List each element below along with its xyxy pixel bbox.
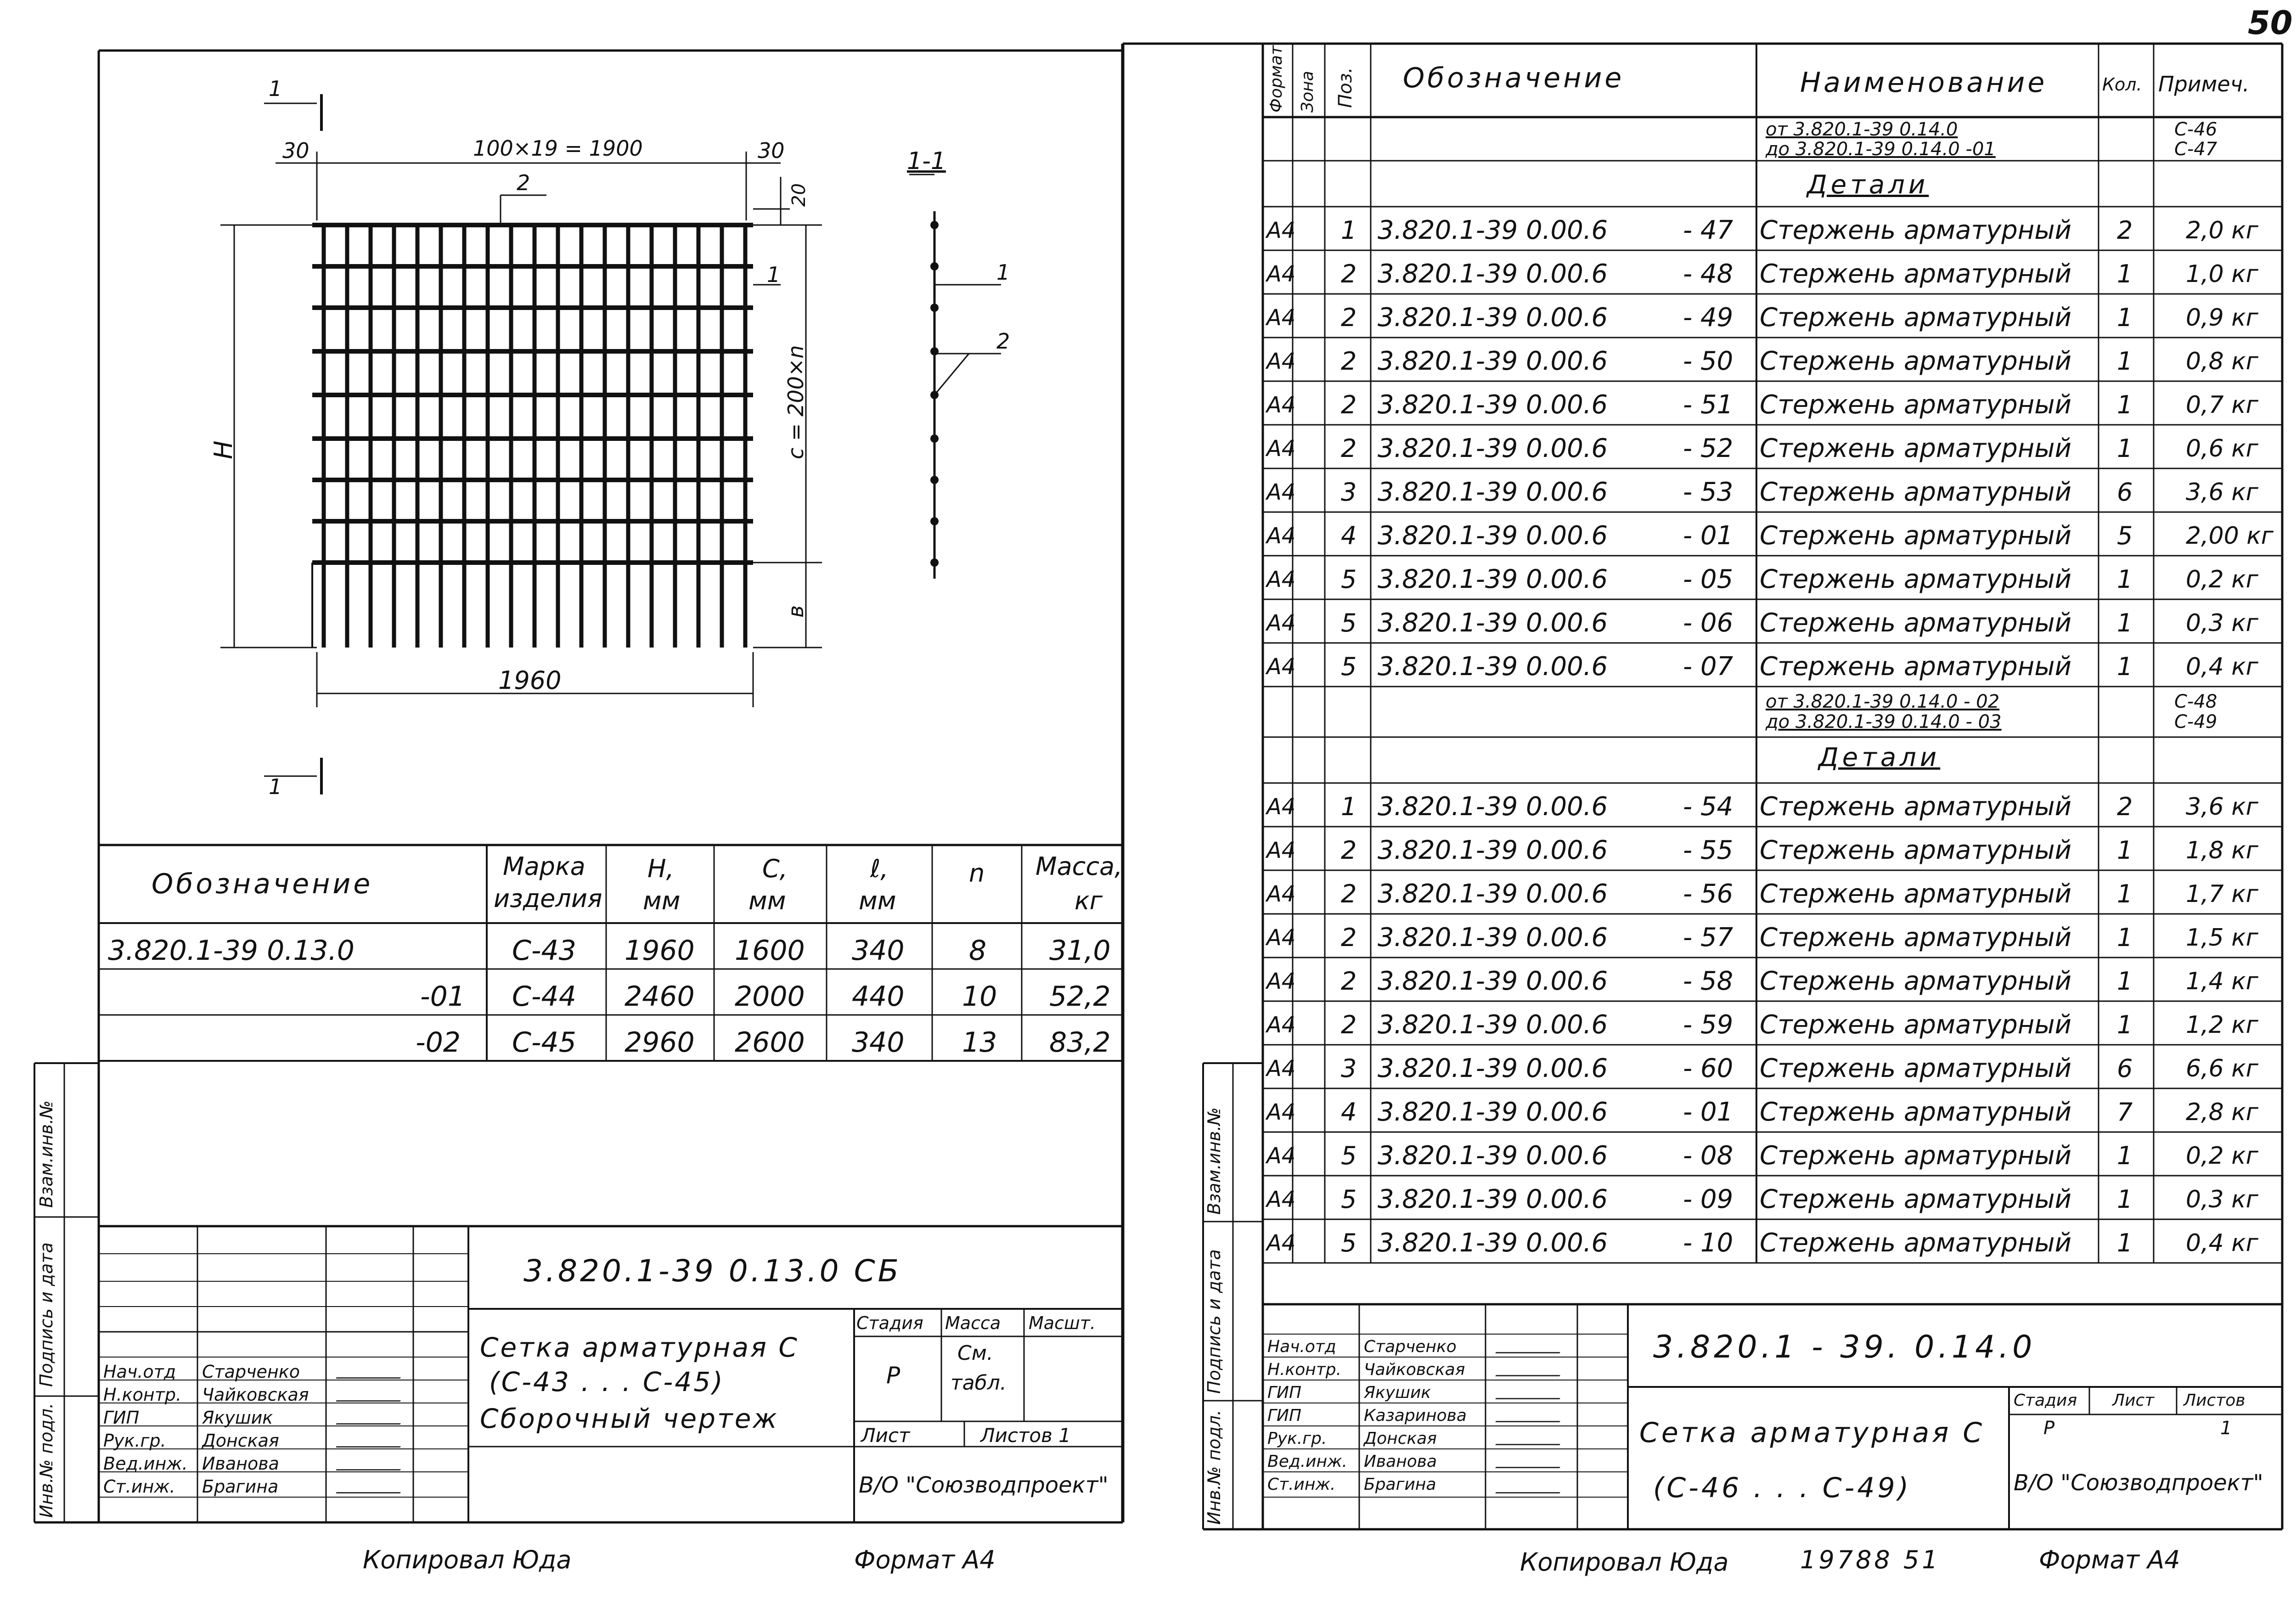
spec-cell-name: Стержень арматурный: [1760, 433, 2071, 463]
spec-cell-format: А4: [1266, 523, 1296, 549]
signature: [336, 1454, 408, 1470]
spec-cell-pos: 2: [1341, 923, 1357, 952]
spec-cell-qty: 1: [2117, 303, 2133, 332]
spec-cell-suffix: - 06: [1683, 608, 1733, 638]
spec-cell-qty: 2: [2117, 792, 2133, 821]
spec-cell-qty: 5: [2117, 521, 2133, 550]
spec-cell-name: Стержень арматурный: [1760, 922, 2071, 952]
left-role-name: Брагина: [202, 1476, 279, 1497]
spec-cell-note: 1,5 кг: [2186, 924, 2258, 952]
spec-cell-qty: 1: [2117, 1141, 2133, 1170]
spec-cell-format: А4: [1266, 392, 1296, 418]
signature: [1495, 1382, 1567, 1399]
spec-cell-pos: 2: [1341, 835, 1357, 865]
table-row-mark: С-45: [512, 1026, 576, 1059]
spec-cell-qty: 1: [2117, 1184, 2133, 1214]
spec-cell-format: А4: [1266, 1055, 1296, 1082]
dim-top-label: 100×19 = 1900: [473, 136, 643, 161]
table-row-n: 13: [962, 1026, 997, 1059]
left-role-name: Иванова: [202, 1454, 279, 1474]
left-role: Ст.инж.: [103, 1476, 175, 1497]
spec-cell-format: А4: [1266, 348, 1296, 374]
table-row-mass: 52,2: [1049, 980, 1111, 1013]
left-role: Н.контр.: [103, 1385, 182, 1405]
spec-cell-suffix: - 51: [1683, 389, 1733, 420]
spec-cell-format: А4: [1266, 837, 1296, 863]
spec-cell-code: 3.820.1-39 0.00.6: [1378, 1140, 1608, 1171]
spec-cell-note: 0,2 кг: [2186, 565, 2258, 593]
spec-cell-name: Стержень арматурный: [1760, 259, 2071, 289]
spec-header-name: Наименование: [1800, 67, 2048, 99]
left-role: Рук.гр.: [103, 1431, 166, 1451]
spec-header-zone: Зона: [1298, 71, 1317, 113]
spec-cell-pos: 5: [1341, 564, 1357, 594]
left-mass-value-2: табл.: [951, 1371, 1007, 1395]
dim-left-30: 30: [282, 138, 310, 163]
spec-header-format: Формат: [1267, 45, 1286, 113]
table-row-l: 340: [852, 935, 905, 967]
spec-cell-pos: 2: [1341, 259, 1357, 288]
spec-cell-note: 0,3 кг: [2186, 1185, 2258, 1213]
spec-cell-suffix: - 49: [1683, 302, 1733, 332]
spec-cell-note: 3,6 кг: [2186, 478, 2258, 506]
spec-cell-name: Стержень арматурный: [1760, 389, 2071, 420]
spec-cell-code: 3.820.1-39 0.00.6: [1378, 433, 1608, 463]
table-row-c: 1600: [735, 935, 805, 967]
spec-cell-suffix: - 59: [1683, 1009, 1733, 1040]
left-footer-copied: Копировал Юда: [363, 1545, 572, 1574]
spec-cell-suffix: - 50: [1683, 346, 1733, 376]
spec-cell-code: 3.820.1-39 0.00.6: [1378, 879, 1608, 909]
table-row-mass: 83,2: [1049, 1026, 1111, 1059]
spec-cell-code: 3.820.1-39 0.00.6: [1378, 791, 1608, 822]
spec-cell-code: 3.820.1-39 0.00.6: [1378, 966, 1608, 996]
spec-cell-pos: 2: [1341, 303, 1357, 332]
table-row-h: 2460: [625, 980, 695, 1013]
right-title-line-1: Сетка арматурная С: [1639, 1417, 1985, 1449]
right-title-line-2: (С-46 . . . С-49): [1653, 1472, 1912, 1504]
signature: [1495, 1476, 1567, 1493]
spec-cell-format: А4: [1266, 610, 1296, 636]
right-role: Ст.инж.: [1267, 1475, 1336, 1494]
dim-h-label: H: [209, 440, 238, 459]
spec-cell-suffix: - 48: [1683, 259, 1733, 289]
spec-cell-qty: 1: [2117, 608, 2133, 637]
spec-cell-note: 3,6 кг: [2186, 793, 2258, 821]
spec-cell-format: А4: [1266, 1230, 1296, 1256]
right-sheets-label: Листов: [2183, 1391, 2245, 1410]
spec-cell-code: 3.820.1-39 0.00.6: [1378, 922, 1608, 952]
signature: [1495, 1359, 1567, 1376]
table-header-c-1: C,: [762, 854, 788, 883]
table-row-mass: 31,0: [1049, 935, 1111, 967]
table-header-h-1: H,: [647, 854, 674, 883]
spec-cell-format: А4: [1266, 566, 1296, 592]
table-header-mass-2: кг: [1075, 886, 1103, 915]
spec-cell-suffix: - 07: [1683, 651, 1733, 682]
left-drawing-code: 3.820.1-39 0.13.0 СБ: [523, 1253, 901, 1289]
spec-cell-pos: 2: [1341, 1010, 1357, 1039]
left-role-name: Чайковская: [202, 1385, 309, 1405]
spec-cell-code: 3.820.1-39 0.00.6: [1378, 835, 1608, 865]
spec-cell-format: А4: [1266, 304, 1296, 331]
spec-cell-name: Стержень арматурный: [1760, 302, 2071, 332]
right-role: Рук.гр.: [1267, 1429, 1327, 1448]
left-role-name: Старченко: [202, 1362, 300, 1382]
spec-cell-pos: 2: [1341, 434, 1357, 463]
section-title: 1-1: [907, 147, 946, 175]
right-role-name: Брагина: [1364, 1475, 1436, 1494]
spec-cell-name: Стержень арматурный: [1760, 835, 2071, 865]
spec-cell-name: Стержень арматурный: [1760, 791, 2071, 822]
spec-cell-pos: 5: [1341, 1228, 1357, 1257]
spec-cell-name: Стержень арматурный: [1760, 477, 2071, 507]
signature: [336, 1476, 408, 1493]
right-role: Н.контр.: [1267, 1360, 1342, 1379]
table-header-designation: Обозначение: [152, 868, 373, 900]
spec-cell-name: Стержень арматурный: [1760, 966, 2071, 996]
spec-cell-note: 2,00 кг: [2186, 522, 2274, 550]
spec-cell-note: 0,2 кг: [2186, 1142, 2258, 1170]
spec-cell-format: А4: [1266, 924, 1296, 951]
spec-cell-name: Стержень арматурный: [1760, 346, 2071, 376]
left-sheet-label: Лист: [861, 1424, 910, 1447]
right-role: ГИП: [1267, 1383, 1302, 1402]
table-header-mass-1: Масса,: [1035, 852, 1123, 881]
spec-cell-pos: 1: [1341, 792, 1357, 821]
spec-cell-pos: 5: [1341, 608, 1357, 637]
right-role-name: Старченко: [1364, 1337, 1457, 1356]
spec-cell-suffix: - 01: [1683, 520, 1733, 551]
group1-section-title: Детали: [1807, 170, 1929, 200]
spec-cell-suffix: - 53: [1683, 477, 1733, 507]
table-row-designation: 3.820.1-39 0.13.0: [108, 935, 355, 967]
right-role-name: Чайковская: [1364, 1360, 1465, 1379]
spec-cell-suffix: - 08: [1683, 1140, 1733, 1171]
spec-cell-name: Стержень арматурный: [1760, 651, 2071, 682]
table-header-c-2: мм: [748, 886, 786, 915]
spec-cell-note: 2,0 кг: [2186, 216, 2258, 244]
table-row-l: 340: [852, 1026, 905, 1059]
right-sheets-value: 1: [2220, 1418, 2232, 1439]
right-stage-value: Р: [2043, 1418, 2055, 1439]
table-row-c: 2600: [735, 1026, 805, 1059]
table-header-h-2: мм: [643, 886, 681, 915]
spec-cell-code: 3.820.1-39 0.00.6: [1378, 564, 1608, 594]
spec-cell-qty: 6: [2117, 1054, 2133, 1083]
spec-cell-name: Стержень арматурный: [1760, 608, 2071, 638]
table-header-mark-2: изделия: [494, 884, 602, 913]
signature: [1495, 1405, 1567, 1422]
spec-cell-suffix: - 54: [1683, 791, 1733, 822]
table-row-mark: С-43: [512, 935, 576, 967]
spec-cell-pos: 2: [1341, 879, 1357, 908]
spec-cell-code: 3.820.1-39 0.00.6: [1378, 1228, 1608, 1258]
spec-cell-name: Стержень арматурный: [1760, 879, 2071, 909]
spec-cell-format: А4: [1266, 435, 1296, 462]
spec-cell-note: 1,7 кг: [2186, 880, 2258, 908]
group2-note-2: С-49: [2174, 711, 2217, 732]
spec-cell-qty: 1: [2117, 835, 2133, 865]
table-row-c: 2000: [735, 980, 805, 1013]
signature: [336, 1408, 408, 1425]
spec-cell-suffix: - 10: [1683, 1228, 1733, 1258]
right-sheet-label: Лист: [2112, 1391, 2155, 1410]
group1-to: до 3.820.1-39 0.14.0 -01: [1766, 139, 1996, 160]
spec-cell-suffix: - 05: [1683, 564, 1733, 594]
right-org-name: В/О "Союзводпроект": [2014, 1470, 2263, 1496]
spec-cell-code: 3.820.1-39 0.00.6: [1378, 1009, 1608, 1040]
group1-note-1: С-46: [2174, 119, 2217, 140]
spec-cell-qty: 1: [2117, 923, 2133, 952]
spec-cell-format: А4: [1266, 881, 1296, 907]
spec-cell-qty: 7: [2117, 1097, 2133, 1127]
spec-cell-suffix: - 47: [1683, 215, 1733, 245]
table-row-n: 10: [962, 980, 997, 1013]
left-side-vzam-inv: Взам.инв.№: [36, 1100, 56, 1208]
spec-cell-code: 3.820.1-39 0.00.6: [1378, 651, 1608, 682]
page-number: 50: [2248, 4, 2293, 42]
left-title-line-3: Сборочный чертеж: [480, 1403, 779, 1434]
spec-cell-format: А4: [1266, 1143, 1296, 1169]
spec-cell-code: 3.820.1-39 0.00.6: [1378, 346, 1608, 376]
spec-cell-qty: 1: [2117, 1228, 2133, 1257]
dim-c-label: c = 200×n: [783, 345, 808, 459]
spec-cell-name: Стержень арматурный: [1760, 1228, 2071, 1258]
spec-cell-code: 3.820.1-39 0.00.6: [1378, 389, 1608, 420]
spec-cell-note: 2,8 кг: [2186, 1098, 2258, 1126]
spec-cell-qty: 2: [2117, 215, 2133, 245]
spec-cell-pos: 2: [1341, 346, 1357, 376]
left-scale-label: Масшт.: [1029, 1313, 1096, 1333]
right-side-inv-podl: Инв.№ подл.: [1204, 1409, 1224, 1525]
right-drawing-code: 3.820.1 - 39. 0.14.0: [1653, 1329, 2036, 1365]
spec-cell-note: 1,4 кг: [2186, 967, 2258, 995]
spec-cell-format: А4: [1266, 479, 1296, 505]
table-row-h: 1960: [625, 935, 695, 967]
spec-cell-suffix: - 57: [1683, 922, 1733, 952]
spec-cell-note: 0,4 кг: [2186, 1229, 2258, 1257]
spec-cell-qty: 1: [2117, 259, 2133, 288]
section-mark-top: 1: [269, 76, 282, 101]
spec-cell-name: Стержень арматурный: [1760, 520, 2071, 551]
mesh-drawing: [220, 94, 1001, 794]
spec-cell-format: А4: [1266, 261, 1296, 287]
spec-cell-note: 0,9 кг: [2186, 304, 2258, 332]
dim-20: 20: [788, 183, 810, 207]
spec-cell-suffix: - 01: [1683, 1097, 1733, 1127]
section-callout-1: 1: [996, 260, 1010, 285]
table-row-l: 440: [852, 980, 905, 1013]
spec-cell-format: А4: [1266, 654, 1296, 680]
spec-cell-code: 3.820.1-39 0.00.6: [1378, 259, 1608, 289]
right-side-podp-data: Подпись и дата: [1204, 1249, 1224, 1394]
group1-note-2: С-47: [2174, 139, 2217, 160]
left-org-name: В/О "Союзводпроект": [859, 1472, 1109, 1498]
spec-cell-qty: 1: [2117, 346, 2133, 376]
spec-header-qty: Кол.: [2102, 74, 2142, 95]
spec-cell-name: Стержень арматурный: [1760, 1009, 2071, 1040]
right-role: Нач.отд: [1267, 1337, 1336, 1356]
table-header-n: n: [969, 859, 985, 888]
left-mass-value-1: См.: [957, 1341, 993, 1365]
callout-2: 2: [517, 170, 530, 195]
spec-cell-name: Стержень арматурный: [1760, 1184, 2071, 1214]
left-role: Нач.отд: [103, 1362, 176, 1382]
spec-cell-code: 3.820.1-39 0.00.6: [1378, 520, 1608, 551]
spec-cell-note: 1,2 кг: [2186, 1011, 2258, 1039]
table-header-mark-1: Марка: [503, 852, 585, 881]
spec-cell-format: А4: [1266, 794, 1296, 820]
spec-cell-suffix: - 58: [1683, 966, 1733, 996]
spec-cell-qty: 1: [2117, 390, 2133, 419]
spec-header-note: Примеч.: [2158, 72, 2250, 96]
spec-cell-qty: 1: [2117, 1010, 2133, 1039]
spec-cell-code: 3.820.1-39 0.00.6: [1378, 215, 1608, 245]
group1-from: от 3.820.1-39 0.14.0: [1766, 119, 1958, 140]
spec-cell-note: 1,0 кг: [2186, 260, 2258, 288]
right-footer-number: 19788 51: [1800, 1545, 1941, 1574]
spec-cell-qty: 1: [2117, 966, 2133, 996]
left-role-name: Донская: [202, 1431, 279, 1451]
signature: [336, 1385, 408, 1402]
spec-cell-suffix: - 52: [1683, 433, 1733, 463]
spec-cell-pos: 4: [1341, 1097, 1357, 1127]
right-footer-format: Формат А4: [2039, 1545, 2180, 1574]
spec-cell-name: Стержень арматурный: [1760, 215, 2071, 245]
spec-cell-qty: 1: [2117, 652, 2133, 681]
left-stage-value: Р: [886, 1362, 900, 1389]
table-row-mark: С-44: [512, 980, 576, 1013]
spec-cell-pos: 2: [1341, 390, 1357, 419]
spec-cell-code: 3.820.1-39 0.00.6: [1378, 608, 1608, 638]
left-title-line-2: (С-43 . . . С-45): [489, 1366, 725, 1397]
spec-cell-pos: 5: [1341, 1141, 1357, 1170]
spec-cell-code: 3.820.1-39 0.00.6: [1378, 477, 1608, 507]
spec-cell-note: 0,4 кг: [2186, 653, 2258, 681]
signature: [1495, 1428, 1567, 1445]
signature: [1495, 1451, 1567, 1468]
dim-b-label: в: [783, 605, 808, 618]
spec-cell-code: 3.820.1-39 0.00.6: [1378, 1053, 1608, 1083]
spec-cell-qty: 1: [2117, 879, 2133, 908]
right-role: Вед.инж.: [1267, 1452, 1347, 1471]
left-role-name: Якушик: [202, 1408, 273, 1428]
section-mark-bottom: 1: [269, 774, 282, 799]
table-row-designation: -02: [416, 1026, 461, 1059]
left-mass-label: Масса: [945, 1313, 1001, 1333]
table-row-designation: -01: [420, 980, 465, 1013]
left-sheets-label: Листов 1: [980, 1424, 1071, 1447]
right-role-name: Иванова: [1364, 1452, 1437, 1471]
spec-cell-format: А4: [1266, 1186, 1296, 1212]
spec-cell-format: А4: [1266, 1012, 1296, 1038]
right-role-name: Казаринова: [1364, 1406, 1467, 1425]
spec-cell-name: Стержень арматурный: [1760, 1053, 2071, 1083]
spec-header-pos: Поз.: [1335, 67, 1356, 108]
table-row-h: 2960: [625, 1026, 695, 1059]
spec-cell-format: А4: [1266, 1099, 1296, 1125]
spec-cell-qty: 1: [2117, 434, 2133, 463]
table-header-l-1: ℓ,: [870, 854, 889, 883]
spec-cell-pos: 3: [1341, 477, 1357, 507]
spec-cell-pos: 3: [1341, 1054, 1357, 1083]
spec-cell-pos: 2: [1341, 966, 1357, 996]
table-header-l-2: мм: [859, 886, 896, 915]
section-callout-2: 2: [996, 329, 1010, 354]
spec-cell-qty: 6: [2117, 477, 2133, 507]
spec-cell-pos: 1: [1341, 215, 1357, 245]
group2-section-title: Детали: [1818, 743, 1941, 772]
right-role-name: Донская: [1364, 1429, 1437, 1448]
spec-cell-note: 6,6 кг: [2186, 1054, 2258, 1082]
right-side-vzam-inv: Взам.инв.№: [1204, 1107, 1224, 1215]
spec-cell-format: А4: [1266, 968, 1296, 994]
dim-bottom-label: 1960: [498, 666, 562, 695]
left-role: ГИП: [103, 1408, 140, 1428]
dim-right-30: 30: [758, 138, 785, 163]
group2-note-1: С-48: [2174, 691, 2217, 712]
left-footer-format: Формат А4: [854, 1545, 996, 1574]
spec-cell-name: Стержень арматурный: [1760, 1097, 2071, 1127]
table-row-n: 8: [969, 935, 987, 967]
spec-cell-note: 0,7 кг: [2186, 391, 2258, 419]
spec-cell-name: Стержень арматурный: [1760, 1140, 2071, 1171]
spec-cell-code: 3.820.1-39 0.00.6: [1378, 1184, 1608, 1214]
right-role-name: Якушик: [1364, 1383, 1431, 1402]
spec-header-designation: Обозначение: [1403, 62, 1625, 94]
spec-cell-suffix: - 56: [1683, 879, 1733, 909]
spec-cell-suffix: - 09: [1683, 1184, 1733, 1214]
left-title-line-1: Сетка арматурная С: [480, 1332, 799, 1363]
spec-cell-suffix: - 60: [1683, 1053, 1733, 1083]
group2-from: от 3.820.1-39 0.14.0 - 02: [1766, 691, 2000, 712]
signature: [336, 1362, 408, 1379]
group2-to: до 3.820.1-39 0.14.0 - 03: [1766, 711, 2002, 732]
spec-cell-note: 1,8 кг: [2186, 836, 2258, 864]
spec-cell-suffix: - 55: [1683, 835, 1733, 865]
spec-cell-note: 0,6 кг: [2186, 434, 2258, 462]
signature: [336, 1431, 408, 1448]
spec-cell-qty: 1: [2117, 564, 2133, 594]
spec-cell-code: 3.820.1-39 0.00.6: [1378, 302, 1608, 332]
callout-1: 1: [767, 262, 781, 287]
spec-cell-code: 3.820.1-39 0.00.6: [1378, 1097, 1608, 1127]
spec-cell-format: А4: [1266, 217, 1296, 243]
spec-cell-pos: 4: [1341, 521, 1357, 550]
spec-cell-note: 0,8 кг: [2186, 347, 2258, 375]
signature: [1495, 1336, 1567, 1353]
left-role: Вед.инж.: [103, 1454, 188, 1474]
left-side-inv-podl: Инв.№ подл.: [36, 1403, 56, 1518]
spec-cell-pos: 5: [1341, 652, 1357, 681]
left-side-podp-data: Подпись и дата: [36, 1242, 56, 1387]
right-stage-label: Стадия: [2014, 1391, 2077, 1410]
left-stage-label: Стадия: [856, 1313, 923, 1333]
spec-cell-note: 0,3 кг: [2186, 609, 2258, 637]
right-role: ГИП: [1267, 1406, 1302, 1425]
right-footer-copied: Копировал Юда: [1520, 1548, 1729, 1577]
spec-cell-pos: 5: [1341, 1184, 1357, 1214]
spec-cell-name: Стержень арматурный: [1760, 564, 2071, 594]
